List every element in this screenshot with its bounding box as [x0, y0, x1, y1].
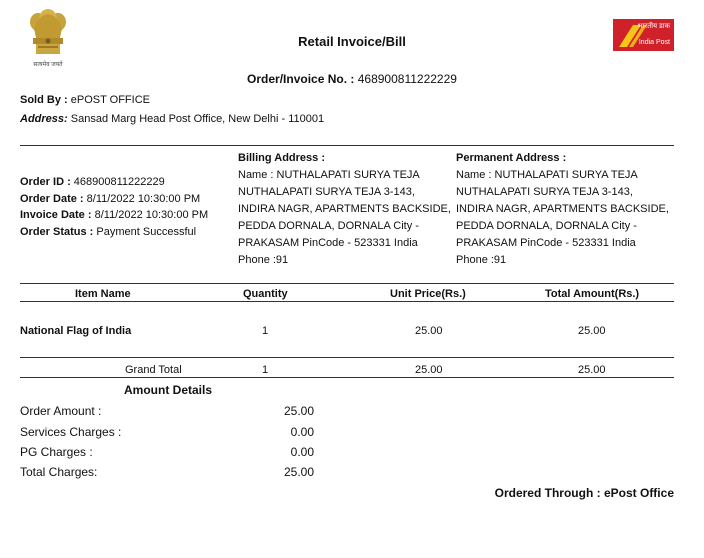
seller-address-value: Sansad Marg Head Post Office, New Delhi - 110001 [70, 113, 325, 125]
order-id [20, 176, 165, 188]
sold-by-value: ePOST OFFICE [70, 94, 150, 106]
permanent-address-line: Phone :91 [456, 254, 507, 266]
amount-value: 0.00 [290, 445, 314, 459]
ordered-through-label: Ordered Through : [494, 486, 601, 500]
invoice-title: Retail Invoice/Bill [298, 34, 406, 49]
permanent-address-line: Name : NUTHALAPATI SURYA TEJA [456, 169, 638, 181]
divider-top [20, 145, 674, 146]
invoice-date-label: Invoice Date : [20, 209, 92, 221]
amount-value: 25.00 [283, 404, 314, 418]
billing-address-line: INDIRA NAGR, APARTMENTS BACKSIDE, [238, 203, 451, 215]
grand-total-amount: 25.00 [578, 364, 606, 376]
billing-address-line: PRAKASAM PinCode - 523331 India [238, 237, 418, 249]
ordered-through-value: ePost Office [603, 486, 674, 500]
item-unit-price: 25.00 [415, 325, 443, 337]
seller-address [20, 113, 324, 125]
column-header-unit-price: Unit Price(Rs.) [390, 288, 466, 300]
billing-address-line: PEDDA DORNALA, DORNALA City - [238, 220, 419, 232]
column-header-total: Total Amount(Rs.) [545, 288, 640, 300]
column-header-quantity: Quantity [243, 288, 288, 300]
permanent-address-line: NUTHALAPATI SURYA TEJA 3-143, [456, 186, 633, 198]
order-date-value: 8/11/2022 10:30:00 PM [86, 193, 201, 205]
india-post-logo-hindi: भारतीय डाक [637, 23, 670, 30]
billing-address-heading: Billing Address : [238, 152, 325, 164]
grand-total-label: Grand Total [125, 364, 182, 376]
order-date-label: Order Date : [20, 193, 84, 205]
grand-total-unit-price: 25.00 [415, 364, 443, 376]
emblem-caption: सत्यमेव जयते [33, 62, 63, 68]
billing-address-line: Name : NUTHALAPATI SURYA TEJA [238, 169, 420, 181]
permanent-address [456, 150, 681, 269]
grand-total-quantity: 1 [262, 364, 269, 376]
invoice-number [0, 72, 704, 86]
order-id-value: 468900811222229 [73, 176, 165, 188]
order-id-label: Order ID : [20, 176, 71, 188]
invoice-number-value: 468900811222229 [357, 72, 457, 86]
order-status-value: Payment Successful [96, 226, 197, 238]
amount-label: PG Charges : [20, 445, 93, 459]
table-top-rule [20, 283, 674, 284]
table-grand-total-rule [20, 357, 674, 358]
amount-label: Services Charges : [20, 425, 122, 439]
permanent-address-heading: Permanent Address : [456, 152, 567, 164]
amount-label: Order Amount : [20, 404, 102, 418]
sold-by-label: Sold By : [20, 94, 68, 106]
india-post-logo-english: India Post [638, 39, 670, 46]
billing-address [238, 150, 463, 269]
amount-value: 25.00 [283, 465, 314, 479]
amount-value: 0.00 [290, 425, 314, 439]
table-bottom-rule [20, 377, 674, 378]
invoice-number-label: Order/Invoice No. : [247, 72, 355, 86]
ordered-through [495, 486, 674, 500]
order-date [20, 193, 200, 205]
order-status [20, 226, 196, 238]
billing-address-line: NUTHALAPATI SURYA TEJA 3-143, [238, 186, 415, 198]
invoice-date-value: 8/11/2022 10:30:00 PM [94, 209, 209, 221]
sold-by [20, 94, 150, 106]
amount-details-heading: Amount Details [124, 383, 213, 397]
permanent-address-line: PRAKASAM PinCode - 523331 India [456, 237, 636, 249]
invoice-date [20, 209, 208, 221]
item-quantity: 1 [262, 325, 269, 337]
seller-address-label: Address: [20, 113, 68, 125]
order-status-label: Order Status : [20, 226, 94, 238]
item-total: 25.00 [578, 325, 606, 337]
item-name: National Flag of India [20, 325, 132, 337]
amount-label: Total Charges: [20, 465, 98, 479]
column-header-item: Item Name [75, 288, 131, 300]
permanent-address-line: PEDDA DORNALA, DORNALA City - [456, 220, 637, 232]
permanent-address-line: INDIRA NAGR, APARTMENTS BACKSIDE, [456, 203, 669, 215]
table-header-rule [20, 301, 674, 302]
billing-address-line: Phone :91 [238, 254, 289, 266]
